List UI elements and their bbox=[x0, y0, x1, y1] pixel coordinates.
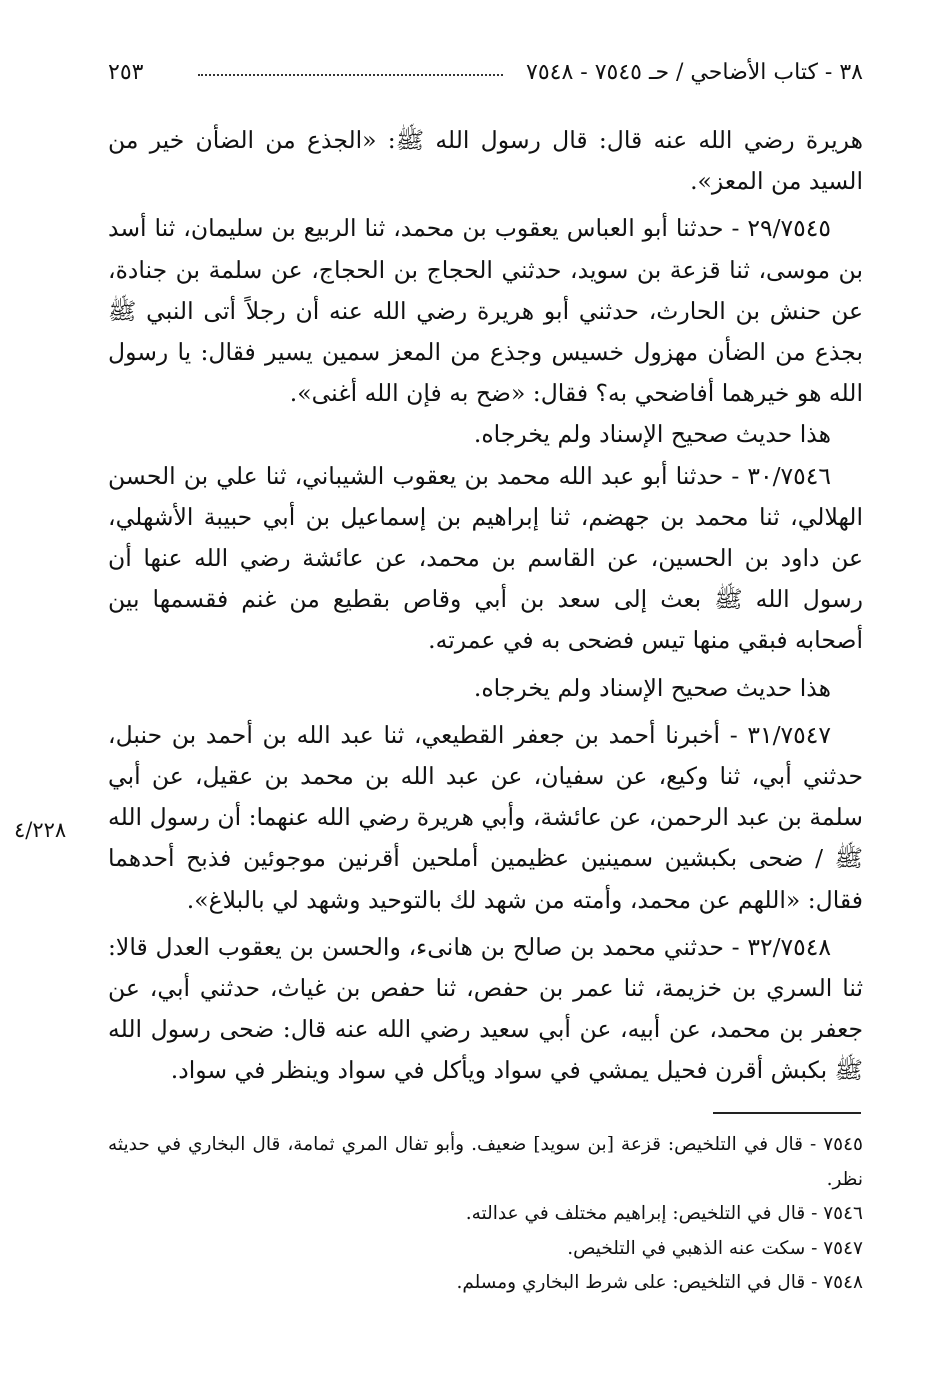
hadith-7547: ٣١/٧٥٤٧ - أخبرنا أحمد بن جعفر القطيعي، ثنا عبد الله بن أحمد بن حنبل، حدثني أبي، ثنا وكيع، عن سفيان، عن عبد الله بن محمد بن عقيل، عن أبي سلمة بن عبد الرحمن، عن عائشة، وأبي هريرة رضي الله عنهما: أن رسول الله ﷺ / ضحى بكبشين سمينين عظيمين أملحين أقرنين موجوئين فذبح أحدهما فقال: «اللهم عن محمد، وأمته من شهد لك بالتوحيد وشهد لي بالبلاغ». bbox=[108, 720, 863, 914]
margin-reference: ٤/٢٢٨ bbox=[14, 818, 67, 842]
header-leader-dots bbox=[198, 74, 503, 76]
grading-7545: هذا حديث صحيح الإسناد ولم يخرجاه. bbox=[473, 420, 831, 449]
main-text bbox=[108, 120, 863, 1092]
hadith-7545: ٢٩/٧٥٤٥ - حدثنا أبو العباس يعقوب بن محمد، ثنا الربيع بن سليمان، ثنا أسد بن موسى، ثنا قزعة بن سويد، حدثني الحجاج بن الحجاج، عن سلمة بن جنادة، عن حنش بن الحارث، حدثني أبو هريرة رضي الله عنه أن رجلاً أتى النبي ﷺ بجذع من الضأن مهزول خسيس وجذع من المعز سمين يسير فقال: يا رسول الله هو خيرهما أفاضحي به؟ فقال: «ضح به فإن الله أغنى». bbox=[108, 214, 863, 408]
page-number: ٢٥٣ bbox=[108, 60, 144, 85]
header-title: ٣٨ - كتاب الأضاحي / حـ ٧٥٤٥ - ٧٥٤٨ bbox=[526, 60, 863, 85]
footnote-7547: ٧٥٤٧ - سكت عنه الذهبي في التلخيص. bbox=[567, 1237, 863, 1259]
running-header bbox=[108, 52, 863, 92]
footnote-7548: ٧٥٤٨ - قال في التلخيص: على شرط البخاري ومسلم. bbox=[456, 1272, 863, 1293]
hadith-7546: ٣٠/٧٥٤٦ - حدثنا أبو عبد الله محمد بن يعقوب الشيباني، ثنا علي بن الحسن الهلالي، ثنا محمد بن جهضم، ثنا إبراهيم بن إسماعيل بن أبي حبيبة الأشهلي، عن داود بن الحسين، عن القاسم بن محمد، عن عائشة رضي الله عنها أن رسول الله ﷺ بعث إلى سعد بن أبي وقاص بقطيع من غنم فقسمها بين أصحابه فبقي منها تيس فضحى به في عمرته. bbox=[108, 461, 863, 655]
paragraph-continuation: هريرة رضي الله عنه قال: قال رسول الله ﷺ: «الجذع من الضأن خير من السيد من المعز». bbox=[108, 126, 863, 196]
hadith-7548: ٣٢/٧٥٤٨ - حدثني محمد بن صالح بن هانىء، والحسن بن يعقوب العدل قالا: ثنا السري بن خزيمة، ثنا عمر بن حفص، ثنا حفص بن غياث، حدثني أبي، عن جعفر بن محمد، عن أبيه، عن أبي سعيد رضي الله عنه قال: ضحى رسول الله ﷺ بكبش أقرن فحيل يمشي في سواد ويأكل في سواد وينظر في سواد. bbox=[108, 932, 863, 1085]
footnote-divider bbox=[713, 1112, 861, 1114]
footnotes bbox=[108, 1128, 863, 1301]
grading-7546: هذا حديث صحيح الإسناد ولم يخرجاه. bbox=[473, 673, 831, 702]
footnote-7545: ٧٥٤٥ - قال في التلخيص: قزعة [بن سويد] ضعيف. وأبو تفال المري ثمامة، قال البخاري في حديثه نظر. bbox=[108, 1134, 863, 1190]
footnote-7546: ٧٥٤٦ - قال في التلخيص: إبراهيم مختلف في عدالته. bbox=[465, 1203, 863, 1224]
